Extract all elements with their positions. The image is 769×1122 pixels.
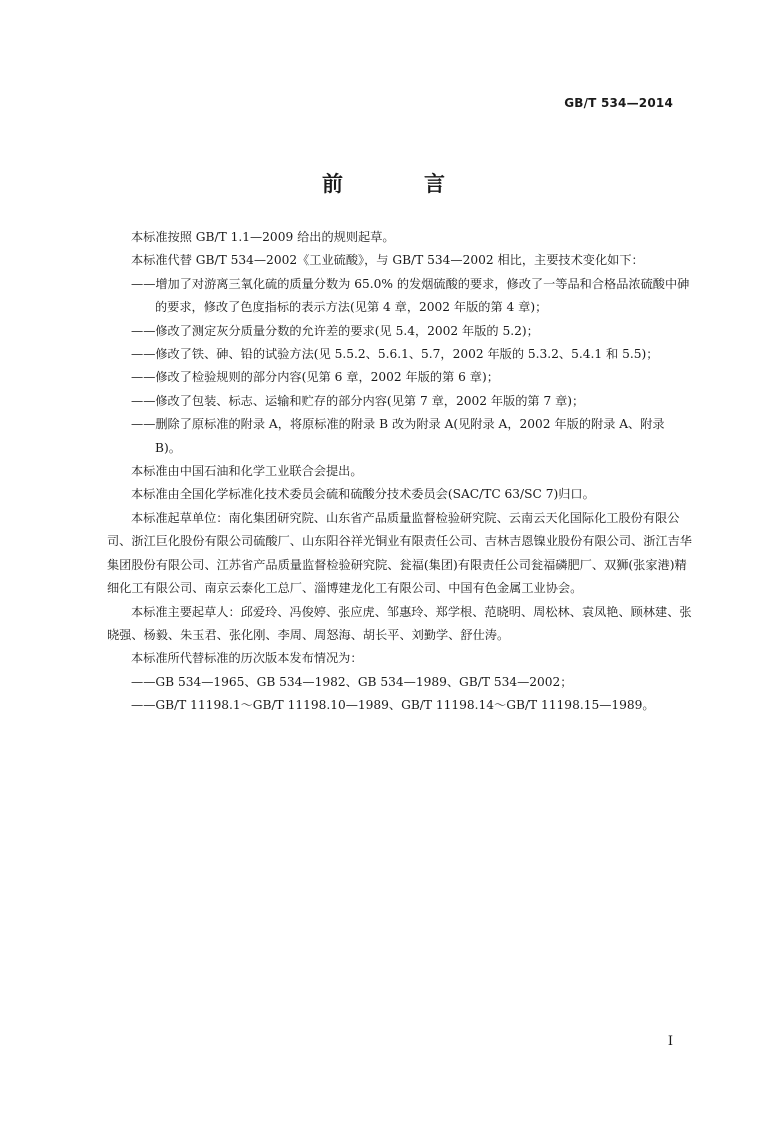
paragraph-drafting-units: 本标准起草单位：南化集团研究院、山东省产品质量监督检验研究院、云南云天化国际化工股份有限公司、浙江巨化股份有限公司硫酸厂、山东阳谷祥光铜业有限责任公司、吉林吉恩镍业股份有限公司、浙江吉华集团股份有限公司、江苏省产品质量监督检验研究院、瓮福(集团)有限责任公司瓮福磷肥厂、双狮(张家港)精细化工有限公司、南京云泰化工总厂、淄博建龙化工有限公司、中国有色金属工业协会。 [107,510,692,596]
paragraph-drafters: 本标准主要起草人：邱爱玲、冯俊婷、张应虎、邹惠玲、郑学根、范晓明、周松林、袁凤艳、顾林建、张晓强、杨毅、朱玉君、张化刚、李周、周怒海、胡长平、刘勤学、舒仕涛。 [107,604,692,642]
page-number: I [667,1034,673,1049]
foreword-body [107,226,693,718]
paragraph-replacement: 本标准代替 GB/T 534—2002《工业硫酸》，与 GB/T 534—2002 相比，主要技术变化如下： [131,253,644,268]
paragraph-committee: 本标准由全国化学标准化技术委员会硫和硫酸分技术委员会(SAC/TC 63/SC 7)归口。 [131,487,595,502]
paragraph-proposer: 本标准由中国石油和化学工业联合会提出。 [131,464,363,479]
change-item: ——删除了原标准的附录 A，将原标准的附录 B 改为附录 A(见附录 A，2002 年版的附录 A、附录 B)。 [131,417,665,455]
standard-code: GB/T 534—2014 [564,96,673,110]
change-item: ——增加了对游离三氧化硫的质量分数为 65.0% 的发烟硫酸的要求，修改了一等品和合格品浓硫酸中砷的要求，修改了色度指标的表示方法(见第 4 章，2002 年版的第 4 章)； [131,276,690,315]
change-item: ——修改了包装、标志、运输和贮存的部分内容(见第 7 章，2002 年版的第 7 章)； [131,393,585,408]
change-item: ——修改了测定灰分质量分数的允许差的要求(见 5.4，2002 年版的 5.2)； [131,323,539,338]
change-item: ——修改了检验规则的部分内容(见第 6 章，2002 年版的第 6 章)； [131,370,499,385]
change-item: ——修改了铁、砷、铅的试验方法(见 5.5.2、5.6.1、5.7，2002 年版的 5.3.2、5.4.1 和 5.5)； [131,347,659,362]
history-item: ——GB 534—1965、GB 534—1982、GB 534—1989、GB/T 534—2002； [131,674,573,689]
paragraph-drafting-rules: 本标准按照 GB/T 1.1—2009 给出的规则起草。 [131,230,395,244]
paragraph-history: 本标准所代替标准的历次版本发布情况为： [131,651,363,666]
page-title: 前 言 [322,172,475,196]
history-item: ——GB/T 11198.1～GB/T 11198.10—1989、GB/T 11198.14～GB/T 11198.15—1989。 [131,698,655,713]
